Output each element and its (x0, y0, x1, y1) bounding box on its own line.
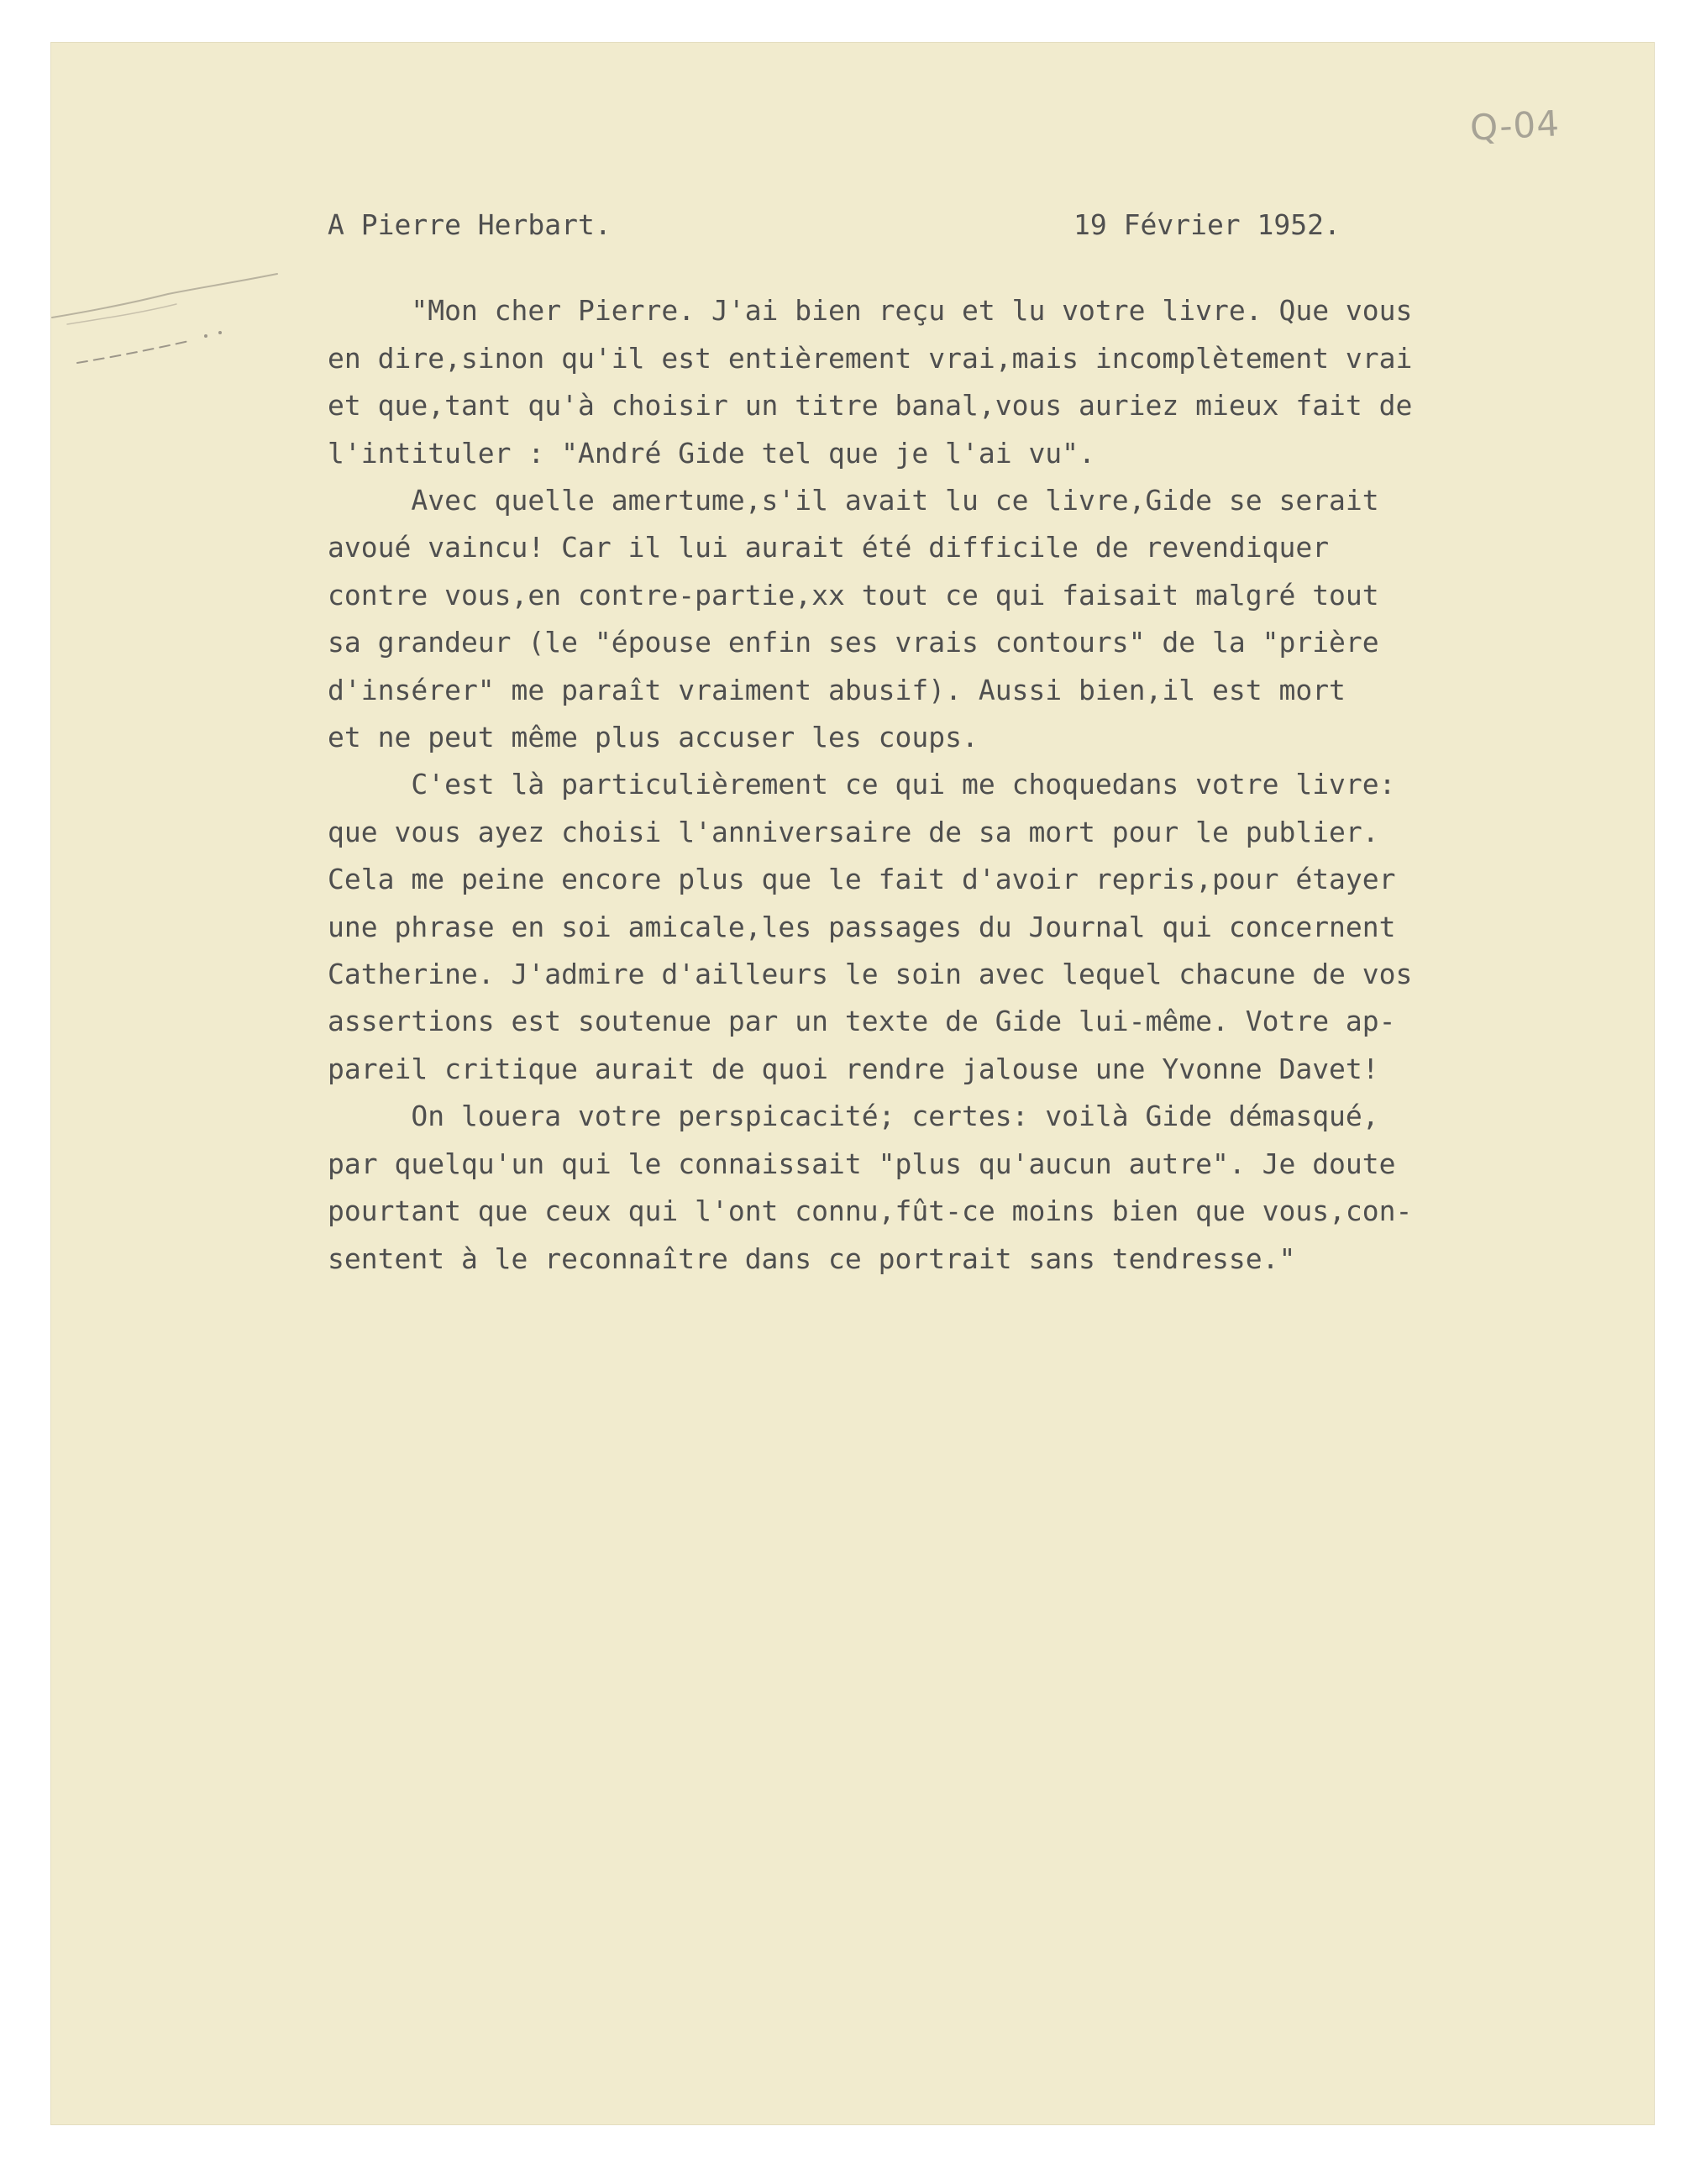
letter-line: Catherine. J'admire d'ailleurs le soin avec lequel chacune de vos (328, 958, 1413, 991)
letter-line: sa grandeur (le "épouse enfin ses vrais contours" de la "prière (328, 626, 1379, 659)
letter-line: "Mon cher Pierre. J'ai bien reçu et lu votre livre. Que vous (328, 294, 1413, 328)
letter-line: une phrase en soi amicale,les passages du Journal qui concernent (328, 910, 1396, 943)
letter-line: Avec quelle amertume,s'il avait lu ce livre,Gide se serait (328, 484, 1379, 517)
paragraph-1 (328, 287, 1646, 477)
letter-line: pourtant que ceux qui l'ont connu,fût-ce moins bien que vous,con- (328, 1194, 1413, 1228)
letter-line: assertions est soutenue par un texte de Gide lui-même. Votre ap- (328, 1005, 1396, 1038)
archive-annotation: Q-04 (1468, 102, 1562, 149)
letter-line: pareil critique aurait de quoi rendre jalouse une Yvonne Davet! (328, 1052, 1379, 1085)
letter-line: Cela me peine encore plus que le fait d'avoir repris,pour étayer (328, 863, 1396, 896)
letter-line: et ne peut même plus accuser les coups. (328, 721, 979, 754)
letter-line: que vous ayez choisi l'anniversaire de sa mort pour le publier. (328, 815, 1379, 848)
letter-line: par quelqu'un qui le connaissait "plus qu'aucun autre". Je doute (328, 1147, 1396, 1180)
letter-line: On louera votre perspicacité; certes: voilà Gide démasqué, (328, 1100, 1379, 1133)
paragraph-2 (328, 477, 1646, 761)
letter-line: en dire,sinon qu'il est entièrement vrai,mais incomplètement vrai (328, 341, 1413, 375)
letter-heading (328, 202, 1646, 249)
letter-line: l'intituler : "André Gide tel que je l'ai vu". (328, 436, 1095, 470)
recipient: A Pierre Herbart. (328, 208, 612, 241)
letter-date: 19 Février 1952. (1073, 208, 1341, 241)
letter-line: contre vous,en contre-partie,xx tout ce qui faisait malgré tout (328, 578, 1379, 612)
paragraph-3 (328, 761, 1646, 1093)
typed-letter (328, 202, 1646, 1283)
paragraph-4 (328, 1093, 1646, 1283)
letter-line: d'insérer" me paraît vraiment abusif). Aussi bien,il est mort (328, 673, 1346, 706)
letter-line: et que,tant qu'à choisir un titre banal,vous auriez mieux fait de (328, 389, 1413, 423)
letter-line: C'est là particulièrement ce qui me choquedans votre livre: (328, 768, 1396, 801)
letter-line: sentent à le reconnaître dans ce portrait sans tendresse." (328, 1242, 1296, 1275)
letter-line: avoué vaincu! Car il lui aurait été difficile de revendiquer (328, 531, 1330, 564)
